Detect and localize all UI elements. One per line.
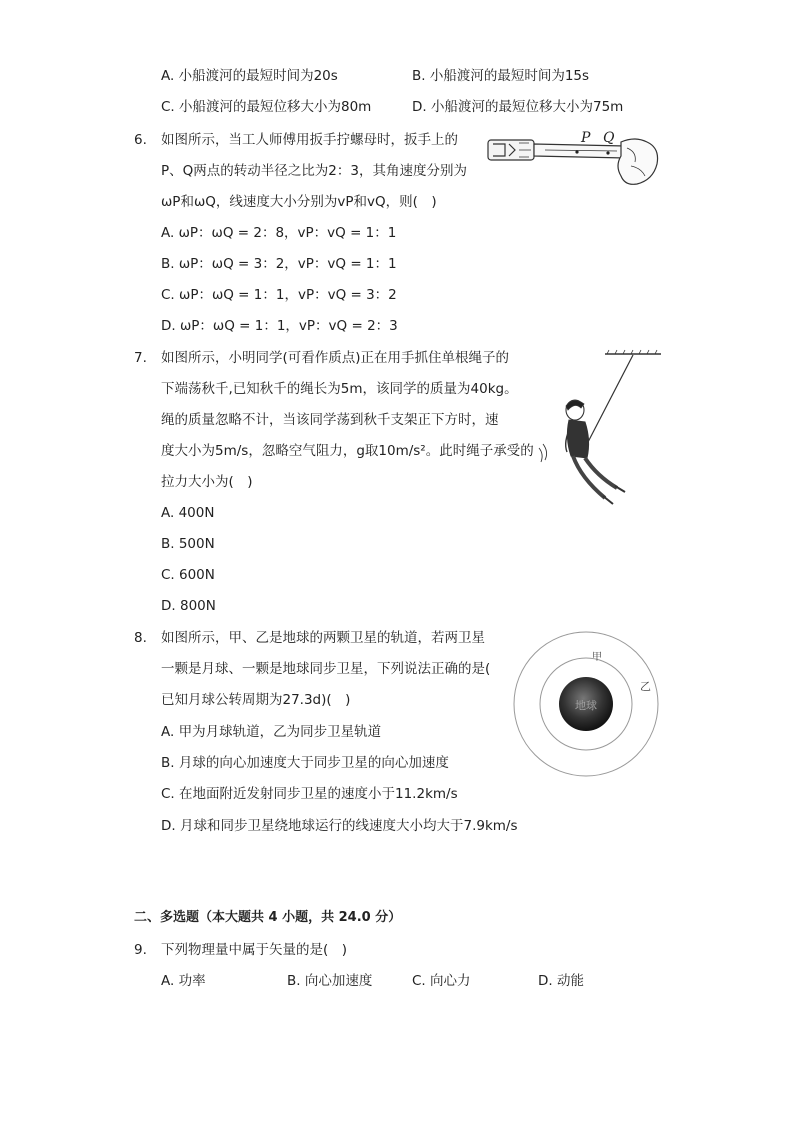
q7-stem-line-5: 拉力大小为( ) — [161, 474, 253, 490]
q7-number: 7. — [134, 350, 147, 366]
q7-stem-line-3: 绳的质量忽略不计，当该同学荡到秋千支架正下方时，速 — [161, 412, 499, 428]
orbit-label-jia: 甲 — [592, 652, 602, 663]
swing-figure — [535, 348, 665, 513]
label-q: Q — [603, 130, 615, 146]
q8-stem-line-2: 一颗是月球、一颗是地球同步卫星，下列说法正确的是( — [161, 661, 491, 677]
q8-option-d: D. 月球和同步卫星绕地球运行的线速度大小均大于7.9km/s — [161, 818, 518, 834]
q9-stem: 下列物理量中属于矢量的是( ) — [161, 942, 348, 958]
q8-number: 8. — [134, 630, 147, 646]
q6-stem-line-3: ωP和ωQ，线速度大小分别为vP和vQ，则( ) — [161, 194, 437, 210]
q7-stem-line-1: 如图所示，小明同学(可看作质点)正在用手抓住单根绳子的 — [161, 350, 510, 366]
q7-option-d: D. 800N — [161, 598, 216, 614]
orbit-label-yi: 乙 — [640, 680, 651, 693]
earth-label: 地球 — [575, 699, 597, 712]
label-p: P — [581, 130, 591, 146]
q9-option-d: D. 动能 — [538, 973, 584, 989]
q6-stem-line-2: P、Q两点的转动半径之比为2：3，其角速度分别为 — [161, 163, 467, 179]
q9-option-c: C. 向心力 — [412, 973, 471, 989]
q6-option-b: B. ωP：ωQ = 3：2，vP：vQ = 1：1 — [161, 256, 397, 272]
q5-option-d: D. 小船渡河的最短位移大小为75m — [412, 99, 624, 115]
q8-option-a: A. 甲为月球轨道，乙为同步卫星轨道 — [161, 724, 382, 740]
q6-option-a: A. ωP：ωQ = 2：8，vP：vQ = 1：1 — [161, 225, 397, 241]
q5-option-a: A. 小船渡河的最短时间为20s — [161, 68, 338, 84]
q6-stem-line-1: 如图所示，当工人师傅用扳手拧螺母时，扳手上的 — [161, 132, 458, 148]
q8-option-c: C. 在地面附近发射同步卫星的速度小于11.2km/s — [161, 786, 458, 802]
q8-stem-line-3: 已知月球公转周期为27.3d)( ) — [161, 692, 351, 708]
section-2-title: 二、多选题（本大题共 4 小题，共 24.0 分） — [134, 910, 402, 925]
q7-stem-line-2: 下端荡秋千,已知秋千的绳长为5m，该同学的质量为40kg。 — [161, 381, 518, 397]
q5-option-b: B. 小船渡河的最短时间为15s — [412, 68, 590, 84]
q7-option-b: B. 500N — [161, 536, 215, 552]
q7-option-a: A. 400N — [161, 505, 215, 521]
q9-option-a: A. 功率 — [161, 973, 206, 989]
q8-stem-line-1: 如图所示，甲、乙是地球的两颗卫星的轨道，若两卫星 — [161, 630, 485, 646]
orbit-figure — [508, 630, 664, 780]
q6-option-d: D. ωP：ωQ = 1：1，vP：vQ = 2：3 — [161, 318, 398, 334]
q7-stem-line-4: 度大小为5m/s，忽略空气阻力，g取10m/s²。此时绳子承受的 — [161, 443, 534, 459]
q7-option-c: C. 600N — [161, 567, 215, 583]
q6-option-c: C. ωP：ωQ = 1：1，vP：vQ = 3：2 — [161, 287, 397, 303]
q5-option-c: C. 小船渡河的最短位移大小为80m — [161, 99, 372, 115]
wrench-figure — [485, 128, 665, 190]
q6-number: 6. — [134, 132, 147, 148]
q9-number: 9. — [134, 942, 147, 958]
q8-option-b: B. 月球的向心加速度大于同步卫星的向心加速度 — [161, 755, 449, 771]
q9-option-b: B. 向心加速度 — [287, 973, 373, 989]
